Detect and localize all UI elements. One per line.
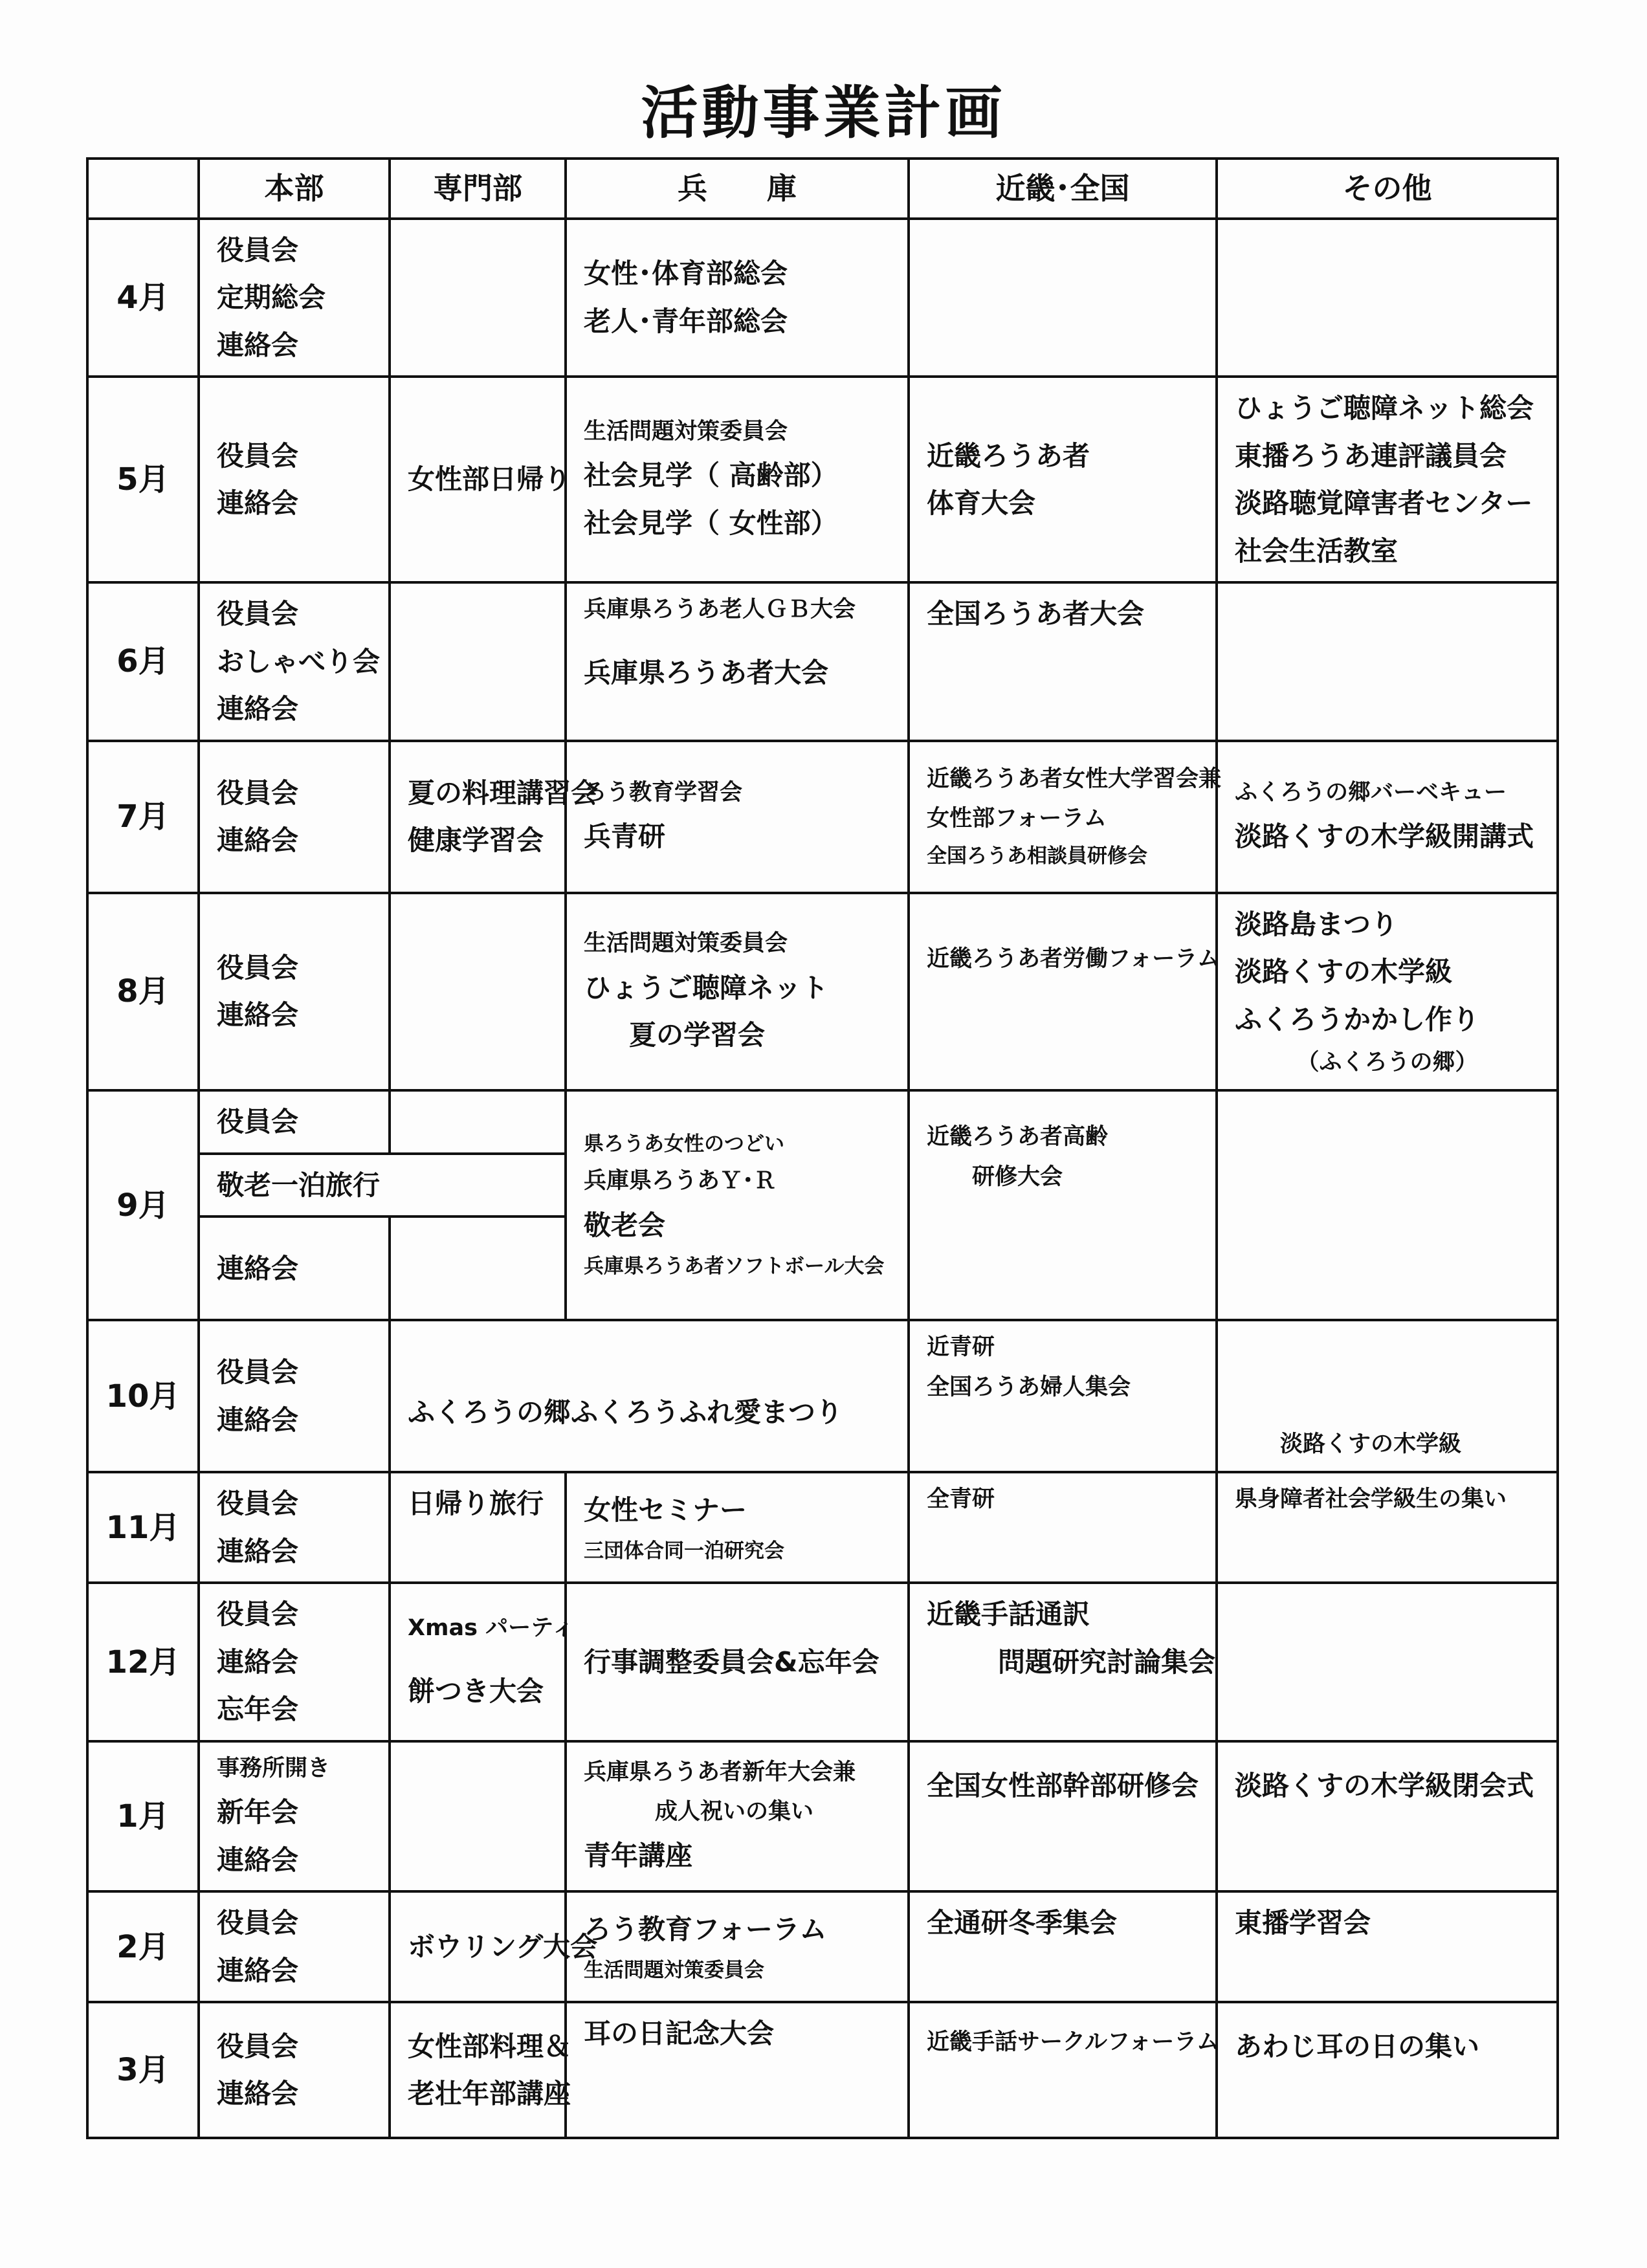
table-row [87, 219, 1558, 377]
kinki-cell: 近畿手話通訳 問題研究討論集会 [909, 1583, 1217, 1741]
other-cell [1217, 219, 1558, 377]
hyogo-cell: 生活問題対策委員会 ひょうご聴障ネット 夏の学習会 [566, 893, 909, 1091]
hyogo-cell: 行事調整委員会&忘年会 [566, 1583, 909, 1741]
month-cell: 6月 [87, 582, 199, 741]
senmon-cell [390, 1217, 566, 1320]
month-cell: 2月 [87, 1891, 199, 2002]
table-row [87, 582, 1558, 741]
other-cell [1217, 582, 1558, 741]
senmon-cell: 女性部日帰り [390, 377, 566, 582]
senmon-cell [390, 219, 566, 377]
hyogo-cell: 兵庫県ろうあ者新年大会兼 成人祝いの集い 青年講座 [566, 1741, 909, 1891]
senmon-cell [390, 893, 566, 1091]
kinki-cell: 近畿ろうあ者 体育大会 [909, 377, 1217, 582]
honbu-cell: 役員会 連絡会 [199, 1320, 390, 1472]
table-row [87, 1583, 1558, 1741]
kinki-cell: 全国女性部幹部研修会 [909, 1741, 1217, 1891]
kinki-cell: 全通研冬季集会 [909, 1891, 1217, 2002]
senmon-cell: 日帰り旅行 [390, 1472, 566, 1583]
table-row [87, 2002, 1558, 2138]
kinki-cell: 全青研 [909, 1472, 1217, 1583]
honbu-cell: 役員会 [199, 1090, 390, 1154]
table-row [87, 1741, 1558, 1891]
header-hyogo: 兵 庫 [566, 159, 909, 219]
kinki-cell: 近畿ろうあ者女性大学習会兼 女性部フォーラム 全国ろうあ相談員研修会 [909, 741, 1217, 893]
month-cell: 7月 [87, 741, 199, 893]
honbu-cell: 役員会 連絡会 忘年会 [199, 1583, 390, 1741]
hyogo-cell: 耳の日記念大会 [566, 2002, 909, 2138]
senmon-cell [390, 1741, 566, 1891]
month-cell: 5月 [87, 377, 199, 582]
header-other: その他 [1217, 159, 1558, 219]
senmon-cell: 夏の料理講習会 健康学習会 [390, 741, 566, 893]
table-row [87, 893, 1558, 1091]
other-cell: 淡路島まつり 淡路くすの木学級 ふくろうかかし作り （ふくろうの郷） [1217, 893, 1558, 1091]
other-cell: 淡路くすの木学級 [1217, 1320, 1558, 1472]
table-row [87, 1320, 1558, 1472]
honbu-cell: 連絡会 [199, 1217, 390, 1320]
kinki-cell: 近畿ろうあ者高齢 研修大会 [909, 1090, 1217, 1320]
hyogo-cell: ろう教育学習会 兵青研 [566, 741, 909, 893]
other-cell [1217, 1583, 1558, 1741]
hyogo-cell: 県ろうあ女性のつどい 兵庫県ろうあＹ･Ｒ 敬老会 兵庫県ろうあ者ソフトボール大会 [566, 1090, 909, 1320]
hyogo-cell: 生活問題対策委員会 社会見学（ 高齢部） 社会見学（ 女性部） [566, 377, 909, 582]
other-cell: あわじ耳の日の集い [1217, 2002, 1558, 2138]
other-cell: 県身障者社会学級生の集い [1217, 1472, 1558, 1583]
other-cell: ふくろうの郷バーベキュー 淡路くすの木学級開講式 [1217, 741, 1558, 893]
other-cell: ひょうご聴障ネット総会 東播ろうあ連評議員会 淡路聴覚障害者センター 社会生活教室 [1217, 377, 1558, 582]
other-cell [1217, 1090, 1558, 1320]
activity-plan-table [86, 157, 1559, 2139]
honbu-cell: 役員会 おしゃべり会 連絡会 [199, 582, 390, 741]
month-cell: 4月 [87, 219, 199, 377]
senmon-cell: 女性部料理＆ 老壮年部講座 [390, 2002, 566, 2138]
kinki-cell [909, 219, 1217, 377]
month-cell: 1月 [87, 1741, 199, 1891]
senmon-cell: Xmas パーティ 餅つき大会 [390, 1583, 566, 1741]
kinki-cell: 近畿ろうあ者労働フォーラム [909, 893, 1217, 1091]
header-honbu: 本部 [199, 159, 390, 219]
other-cell: 淡路くすの木学級閉会式 [1217, 1741, 1558, 1891]
honbu-senmon-span-cell: 敬老一泊旅行 [199, 1154, 566, 1217]
senmon-cell: ボウリング大会 [390, 1891, 566, 2002]
honbu-cell: 役員会 連絡会 [199, 1891, 390, 2002]
table-row [87, 1472, 1558, 1583]
honbu-cell: 役員会 連絡会 [199, 377, 390, 582]
month-cell: 9月 [87, 1090, 199, 1320]
hyogo-cell: ろう教育フォーラム 生活問題対策委員会 [566, 1891, 909, 2002]
header-row [87, 159, 1558, 219]
honbu-cell: 役員会 連絡会 [199, 893, 390, 1091]
header-senmon: 専門部 [390, 159, 566, 219]
honbu-cell: 役員会 連絡会 [199, 741, 390, 893]
kinki-cell: 全国ろうあ者大会 [909, 582, 1217, 741]
header-kinki: 近畿･全国 [909, 159, 1217, 219]
page-title: 活動事業計画 [641, 80, 1006, 146]
corner-cell [87, 159, 199, 219]
senmon-hyogo-span-cell: ふくろうの郷ふくろうふれ愛まつり [390, 1320, 909, 1472]
kinki-cell: 近畿手話サークルフォーラム [909, 2002, 1217, 2138]
month-cell: 12月 [87, 1583, 199, 1741]
honbu-cell: 役員会 連絡会 [199, 1472, 390, 1583]
honbu-cell: 役員会 定期総会 連絡会 [199, 219, 390, 377]
table-row [87, 1090, 1558, 1154]
honbu-cell: 事務所開き 新年会 連絡会 [199, 1741, 390, 1891]
month-cell: 3月 [87, 2002, 199, 2138]
senmon-cell [390, 582, 566, 741]
other-cell: 東播学習会 [1217, 1891, 1558, 2002]
month-cell: 10月 [87, 1320, 199, 1472]
table-row [87, 377, 1558, 582]
hyogo-cell: 女性セミナー 三団体合同一泊研究会 [566, 1472, 909, 1583]
honbu-cell: 役員会 連絡会 [199, 2002, 390, 2138]
senmon-cell [390, 1090, 566, 1154]
month-cell: 8月 [87, 893, 199, 1091]
table-row [87, 1891, 1558, 2002]
hyogo-cell: 兵庫県ろうあ老人ＧＢ大会 兵庫県ろうあ者大会 [566, 582, 909, 741]
hyogo-cell: 女性･体育部総会 老人･青年部総会 [566, 219, 909, 377]
kinki-cell: 近青研 全国ろうあ婦人集会 [909, 1320, 1217, 1472]
table-row [87, 741, 1558, 893]
month-cell: 11月 [87, 1472, 199, 1583]
